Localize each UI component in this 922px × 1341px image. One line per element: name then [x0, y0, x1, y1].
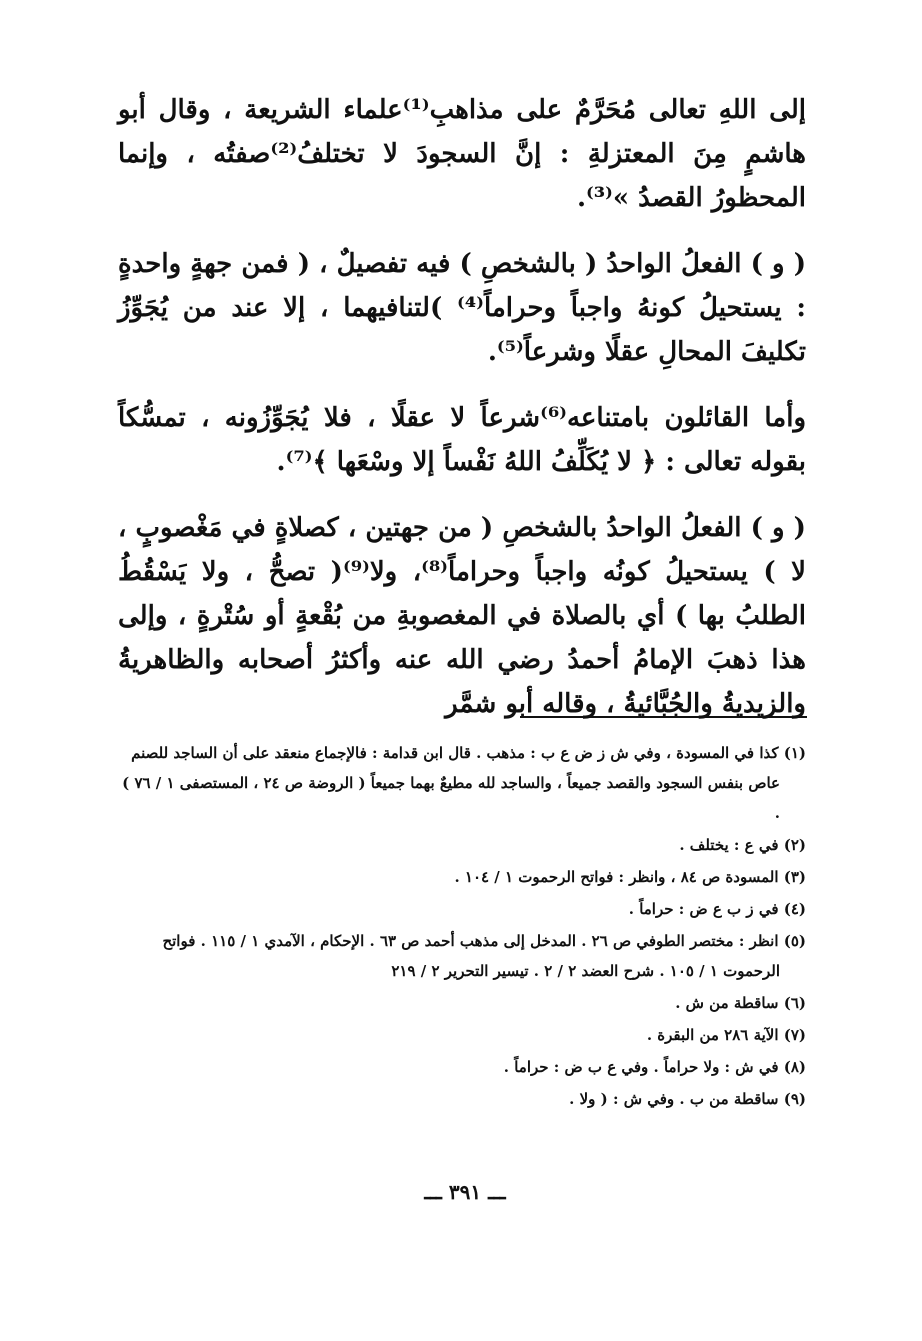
- footnote-6: (٦) ساقطة من ش .: [675, 994, 806, 1012]
- footnote-4: (٤) في ز ب ع ض : حراماً .: [628, 900, 806, 918]
- footnote-3: (٣) المسودة ص ٨٤ ، وانظر : فواتح الرحموت ١ / ١٠٤ .: [454, 868, 806, 886]
- paragraph-4: ( و ) الفعلُ الواحدُ بالشخصِ ( من جهتين ، كصلاةٍ في مَغْصوبٍ ، لا ) يستحيلُ كونُه واجباً وحراماً⁽⁸⁾، ولا⁽⁹⁾( تصحُّ ، ولا يَسْقُطُ الطلبُ بها ) أي بالصلاة في المغصوبةِ من بُقْعةٍ أو سُتْرةٍ ، وإلى هذا ذهبَ الإمامُ أحمدُ رضي الله عنه وأكثرُ أصحابه والظاهريةُ والزيديةُ والجُبَّائيةُ ، وقاله أبو شمَّر: [118, 513, 806, 719]
- footnote-1: (١) كذا في المسودة ، وفي ش ز ض ع ب : مذهب . قال ابن قدامة : فالإجماع منعقد على أن الساجد للصنم عاص بنفس السجود والقصد جميعاً ، والساجد لله مطيعٌ بهما جميعاً ( الروضة ص ٢٤ ، المستصفى ١ / ٧٦ ) .: [122, 744, 806, 822]
- footnotes: [118, 738, 806, 1116]
- paragraph-3: وأما القائلون بامتناعه⁽⁶⁾شرعاً لا عقلًا ، فلا يُجَوِّزُونه ، تمسُّكاً بقوله تعالى : ﴿ لا يُكَلِّفُ اللهُ نَفْساً إلا وسْعَها ﴾⁽⁷⁾.: [118, 403, 807, 477]
- footnote-9: (٩) ساقطة من ب . وفي ش : ( ولا .: [569, 1090, 806, 1108]
- footnote-8: (٨) في ش : ولا حراماً . وفي ع ب ض : حراماً .: [503, 1058, 806, 1076]
- main-text: [118, 88, 806, 726]
- footnote-5: (٥) انظر : مختصر الطوفي ص ٢٦ . المدخل إلى مذهب أحمد ص ٦٣ . الإحكام ، الآمدي ١ / ١١٥ . فواتح الرحموت ١ / ١٠٥ . شرح العضد ٢ / ٢ . تيسير التحرير ٢ / ٢١٩: [162, 932, 806, 980]
- footnote-7: (٧) الآية ٢٨٦ من البقرة .: [646, 1026, 806, 1044]
- page-number: ـــ ٣٩١ ـــ: [424, 1180, 506, 1204]
- footnote-separator: [520, 716, 807, 718]
- paragraph-1: إلى اللهِ تعالى مُحَرَّمٌ على مذاهبِ⁽¹⁾علماء الشريعة ، وقال أبو هاشمٍ مِنَ المعتزلةِ : إنَّ السجودَ لا تختلفُ⁽²⁾صفتُه ، وإنما المحظورُ القصدُ »⁽³⁾.: [118, 95, 806, 213]
- paragraph-2: ( و ) الفعلُ الواحدُ ( بالشخصِ ) فيه تفصيلٌ ، ( فمن جهةٍ واحدةٍ : يستحيلُ كونهُ واجباً وحراماً⁽⁴⁾ )لتنافيهما ، إلا عند من يُجَوِّزُ تكليفَ المحالِ عقلًا وشرعاً⁽⁵⁾.: [118, 249, 807, 367]
- footnote-2: (٢) في ع : يختلف .: [679, 836, 806, 854]
